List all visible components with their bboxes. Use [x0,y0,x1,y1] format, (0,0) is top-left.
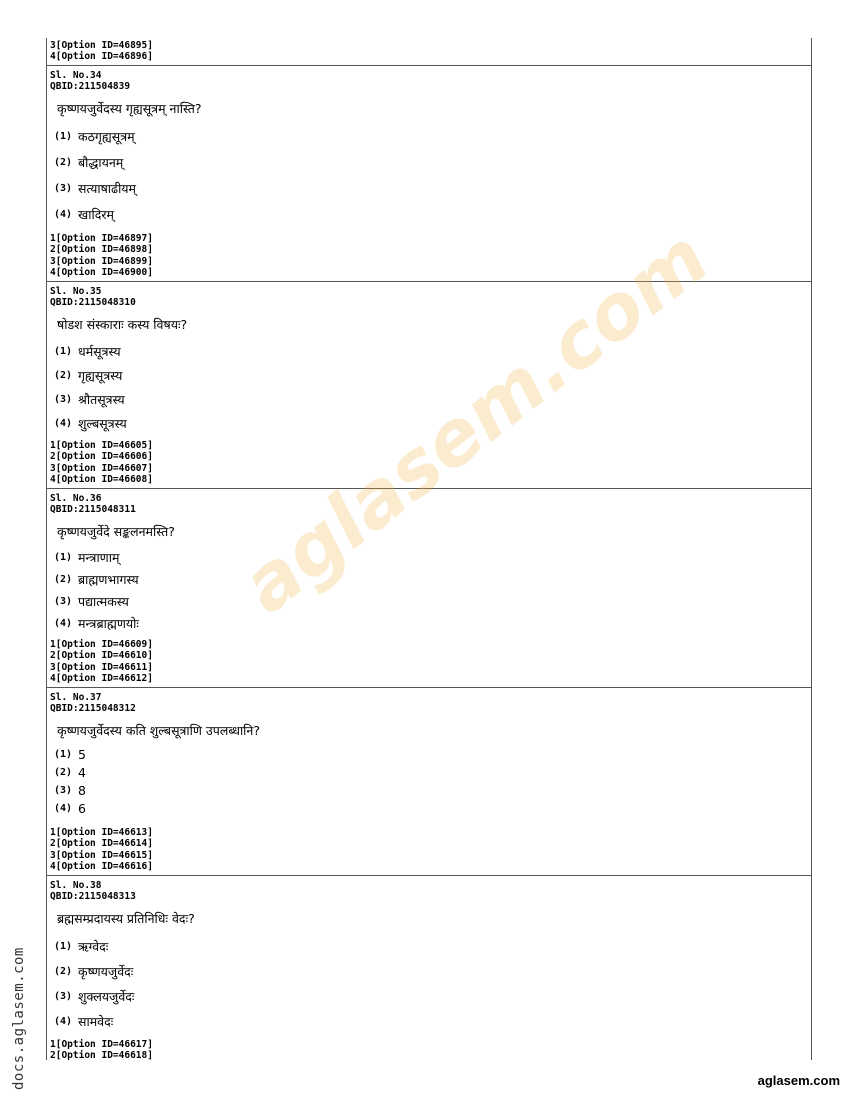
option-row [47,746,811,764]
option-text: 5 [78,747,86,763]
option-row [47,1009,811,1034]
option-id-line: 4[Option ID=46896] [50,51,153,63]
option-id-line: 3[Option ID=46607] [50,462,153,474]
option-text: धर्मसूत्रस्य [78,344,121,360]
qbid: QBID:2115048310 [50,297,136,309]
option-id-line: 1[Option ID=46617] [50,1039,153,1050]
serial-number: Sl. No.37 [50,692,102,703]
option-number: (4) [54,1015,73,1027]
serial-number: Sl. No.38 [50,880,102,891]
option-number: (2) [54,370,73,382]
question-block-38 [47,875,811,1061]
option-text: मन्त्राणाम् [78,550,120,566]
option-id-line: 4[Option ID=46900] [50,266,153,278]
option-id-line: 1[Option ID=46609] [50,639,153,650]
option-number: (3) [54,990,73,1002]
option-number: (1) [54,749,73,761]
question-text: षोडश संस्काराः कस्य विषयः? [57,316,188,332]
option-text: सामवेदः [78,1013,114,1029]
option-row [47,591,811,613]
qbid: QBID:2115048311 [50,504,136,516]
question-block-34 [47,65,811,281]
serial-number: Sl. No.36 [50,493,102,504]
option-row [47,176,811,202]
option-text: कृष्णयजुर्वेदः [78,963,134,979]
watermark: aglasem.com [225,212,725,631]
option-row [47,984,811,1009]
option-id-list [47,827,153,872]
option-number: (3) [54,394,73,406]
option-number: (2) [54,767,73,779]
qbid: QBID:2115048313 [50,891,136,903]
option-text: शुक्लयजुर्वेदः [78,988,135,1004]
option-text: कठगृह्यसूत्रम् [78,129,135,145]
option-row [47,388,811,412]
option-id-line: 2[Option ID=46614] [50,838,153,850]
option-row [47,202,811,228]
option-text: खादिरम् [78,207,114,223]
option-id-line: 3[Option ID=46615] [50,849,153,861]
option-id-line: 3[Option ID=46895] [50,40,153,51]
option-text: मन्त्रब्राह्मणयोः [78,616,139,632]
option-number: (2) [54,965,73,977]
option-number: (1) [54,552,73,564]
option-id-line: 4[Option ID=46612] [50,672,153,684]
qbid: QBID:211504839 [50,81,131,93]
question-text: ब्रह्मसम्प्रदायस्य प्रतिनिधिः वेदः? [57,910,195,926]
option-row [47,959,811,984]
option-number: (1) [54,346,73,358]
option-text: बौद्धायनम् [78,155,124,171]
footer-brand: aglasem.com [757,1073,840,1088]
serial-number: Sl. No.34 [50,70,102,81]
option-text: ऋग्वेदः [78,938,109,954]
qbid: QBID:2115048312 [50,703,136,715]
option-id-line: 1[Option ID=46897] [50,233,153,244]
option-id-line: 2[Option ID=46618] [50,1050,153,1062]
option-number: (3) [54,596,73,608]
option-id-line: 4[Option ID=46608] [50,473,153,485]
option-number: (4) [54,618,73,630]
option-row [47,364,811,388]
option-number: (3) [54,183,73,195]
option-row [47,782,811,800]
option-row [47,547,811,569]
option-id-line: 1[Option ID=46605] [50,440,153,451]
option-number: (3) [54,785,73,797]
option-id-line: 3[Option ID=46611] [50,661,153,673]
option-id-list [47,233,153,278]
side-url: docs.aglasem.com [11,947,27,1090]
option-text: ब्राह्मणभागस्य [78,572,139,588]
serial-number: Sl. No.35 [50,286,102,297]
question-block-37 [47,687,811,875]
question-block-36 [47,488,811,687]
option-id-line: 4[Option ID=46616] [50,860,153,872]
option-row [47,124,811,150]
option-number: (1) [54,940,73,952]
option-id-line: 2[Option ID=46606] [50,451,153,463]
option-number: (4) [54,803,73,815]
option-id-line: 3[Option ID=46899] [50,255,153,267]
option-text: पद्यात्मकस्य [78,594,129,610]
option-number: (2) [54,157,73,169]
option-row [47,412,811,436]
option-text: 8 [78,783,86,799]
option-row [47,800,811,818]
option-row [47,150,811,176]
question-text: कृष्णयजुर्वेदस्य गृह्यसूत्रम् नास्ति? [57,100,202,116]
question-text: कृष्णयजुर्वेदस्य कति शुल्बसूत्राणि उपलब्धानि? [57,722,260,738]
option-id-list [47,1039,153,1062]
option-text: सत्याषाढीयम् [78,181,137,197]
question-paper-frame [46,38,812,1060]
option-text: 4 [78,765,86,781]
option-text: 6 [78,801,86,817]
option-text: शुल्बसूत्रस्य [78,416,127,432]
option-number: (2) [54,574,73,586]
option-id-line: 2[Option ID=46898] [50,244,153,256]
option-row [47,764,811,782]
option-id-line: 1[Option ID=46613] [50,827,153,838]
question-text: कृष्णयजुर्वेदे सङ्कलनमस्ति? [57,523,175,539]
option-row [47,934,811,959]
option-row [47,340,811,364]
option-text: गृह्यसूत्रस्य [78,368,123,384]
option-number: (4) [54,209,73,221]
option-row [47,613,811,635]
question-block-35 [47,281,811,488]
option-id-list [47,639,153,684]
option-number: (4) [54,418,73,430]
option-text: श्रौतसूत्रस्य [78,392,125,408]
option-row [47,569,811,591]
option-id-list [47,440,153,485]
previous-question-fragment [47,38,811,65]
option-number: (1) [54,131,73,143]
option-id-line: 2[Option ID=46610] [50,650,153,662]
